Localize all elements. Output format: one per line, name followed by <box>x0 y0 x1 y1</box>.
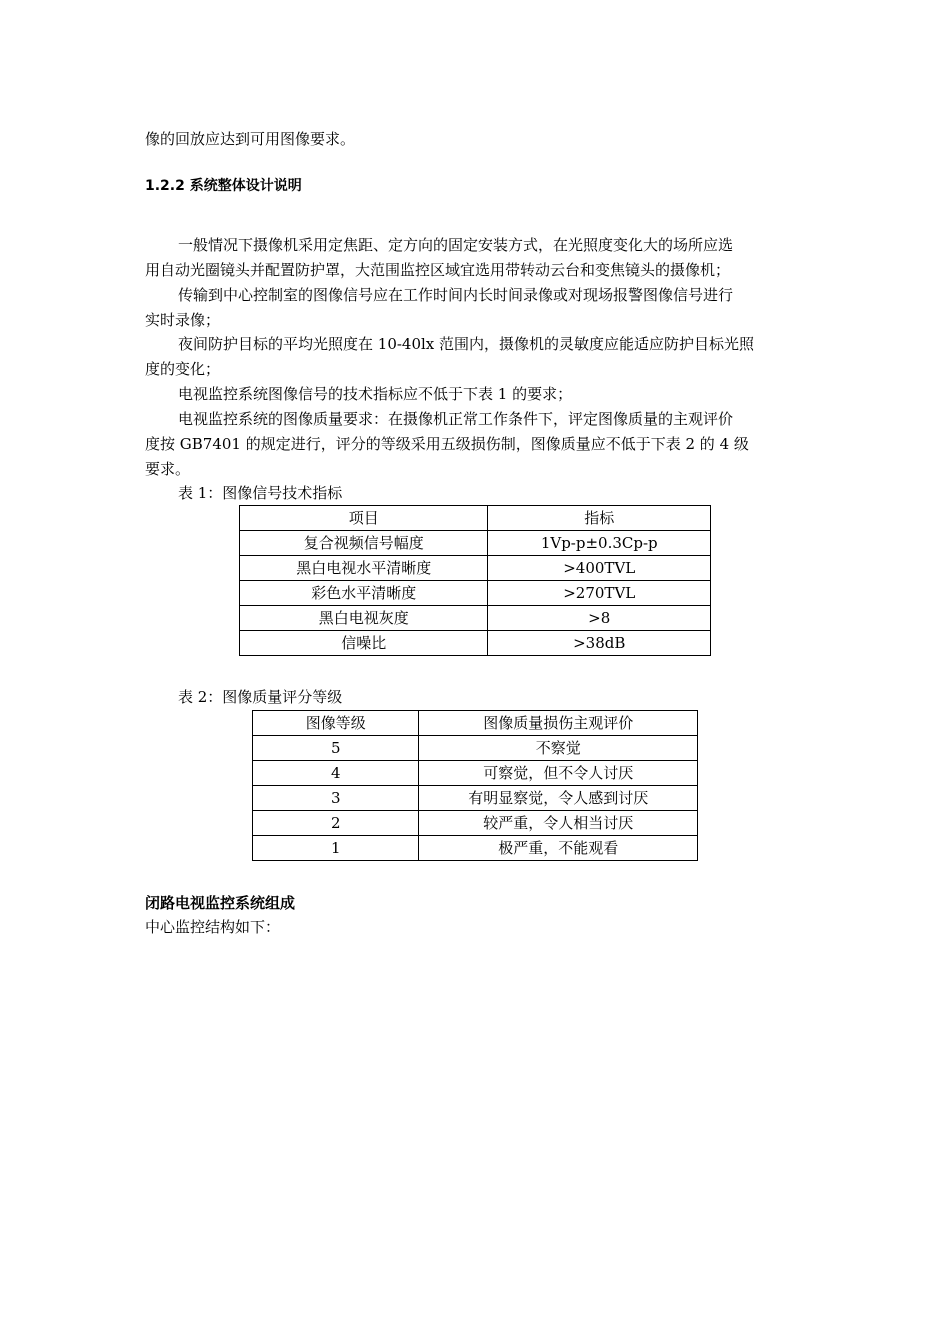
table-cell: >38dB <box>488 631 711 656</box>
table-header-cell: 图像质量损伤主观评价 <box>419 711 698 736</box>
table-cell: 3 <box>253 786 419 811</box>
section2-line: 中心监控结构如下： <box>145 918 281 936</box>
table-row <box>253 836 698 861</box>
table-cell: 4 <box>253 761 419 786</box>
table-row <box>253 736 698 761</box>
table-row <box>240 631 711 656</box>
paragraph-5-line-2: 度按 GB7401 的规定进行，评分的等级采用五级损伤制，图像质量应不低于下表 2 的 4 级 <box>145 435 749 453</box>
signal-spec-table <box>239 505 711 656</box>
table-row <box>253 811 698 836</box>
table-cell: >8 <box>488 606 711 631</box>
paragraph-1-line-2: 用自动光圈镜头并配置防护罩，大范围监控区域宜选用带转动云台和变焦镜头的摄像机； <box>145 261 731 279</box>
table-cell: 彩色水平清晰度 <box>240 581 488 606</box>
table-header-cell: 项目 <box>240 506 488 531</box>
table-cell: 黑白电视水平清晰度 <box>240 556 488 581</box>
paragraph-4-line-1: 电视监控系统图像信号的技术指标应不低于下表 1 的要求； <box>178 385 573 403</box>
table-header-cell: 指标 <box>488 506 711 531</box>
table-cell: >400TVL <box>488 556 711 581</box>
table-cell: 极严重，不能观看 <box>419 836 698 861</box>
table-cell: 信噪比 <box>240 631 488 656</box>
table-cell: 不察觉 <box>419 736 698 761</box>
table-cell: 2 <box>253 811 419 836</box>
table-row <box>240 556 711 581</box>
paragraph-3-line-2: 度的变化； <box>145 360 221 378</box>
table-cell: 1Vp-p±0.3Cp-p <box>488 531 711 556</box>
paragraph-2-line-2: 实时录像； <box>145 311 221 329</box>
paragraph-5-line-1: 电视监控系统的图像质量要求：在摄像机正常工作条件下，评定图像质量的主观评价 <box>178 410 734 428</box>
table-header-row <box>253 711 698 736</box>
table-cell: 复合视频信号幅度 <box>240 531 488 556</box>
table-row <box>240 531 711 556</box>
table-header-row <box>240 506 711 531</box>
table-cell: 1 <box>253 836 419 861</box>
table1-caption: 表 1：图像信号技术指标 <box>178 484 343 502</box>
intro-line: 像的回放应达到可用图像要求。 <box>145 130 356 148</box>
paragraph-2-line-1: 传输到中心控制室的图像信号应在工作时间内长时间录像或对现场报警图像信号进行 <box>178 286 734 304</box>
paragraph-3-line-1: 夜间防护目标的平均光照度在 10-40lx 范围内，摄像机的灵敏度应能适应防护目标光照 <box>178 335 755 353</box>
paragraph-5-line-3: 要求。 <box>145 460 191 478</box>
table-row <box>240 606 711 631</box>
section2-heading: 闭路电视监控系统组成 <box>145 894 296 912</box>
table-row <box>253 761 698 786</box>
paragraph-1-line-1: 一般情况下摄像机采用定焦距、定方向的固定安装方式，在光照度变化大的场所应选 <box>178 236 734 254</box>
table-cell: 5 <box>253 736 419 761</box>
table-cell: 黑白电视灰度 <box>240 606 488 631</box>
table-cell: 较严重，令人相当讨厌 <box>419 811 698 836</box>
table2-caption: 表 2：图像质量评分等级 <box>178 688 343 706</box>
table-row <box>240 581 711 606</box>
table-header-cell: 图像等级 <box>253 711 419 736</box>
section-heading: 1.2.2 系统整体设计说明 <box>145 178 302 194</box>
table-cell: 有明显察觉，令人感到讨厌 <box>419 786 698 811</box>
quality-grade-table <box>252 710 698 861</box>
table-cell: >270TVL <box>488 581 711 606</box>
table-cell: 可察觉，但不令人讨厌 <box>419 761 698 786</box>
table-row <box>253 786 698 811</box>
